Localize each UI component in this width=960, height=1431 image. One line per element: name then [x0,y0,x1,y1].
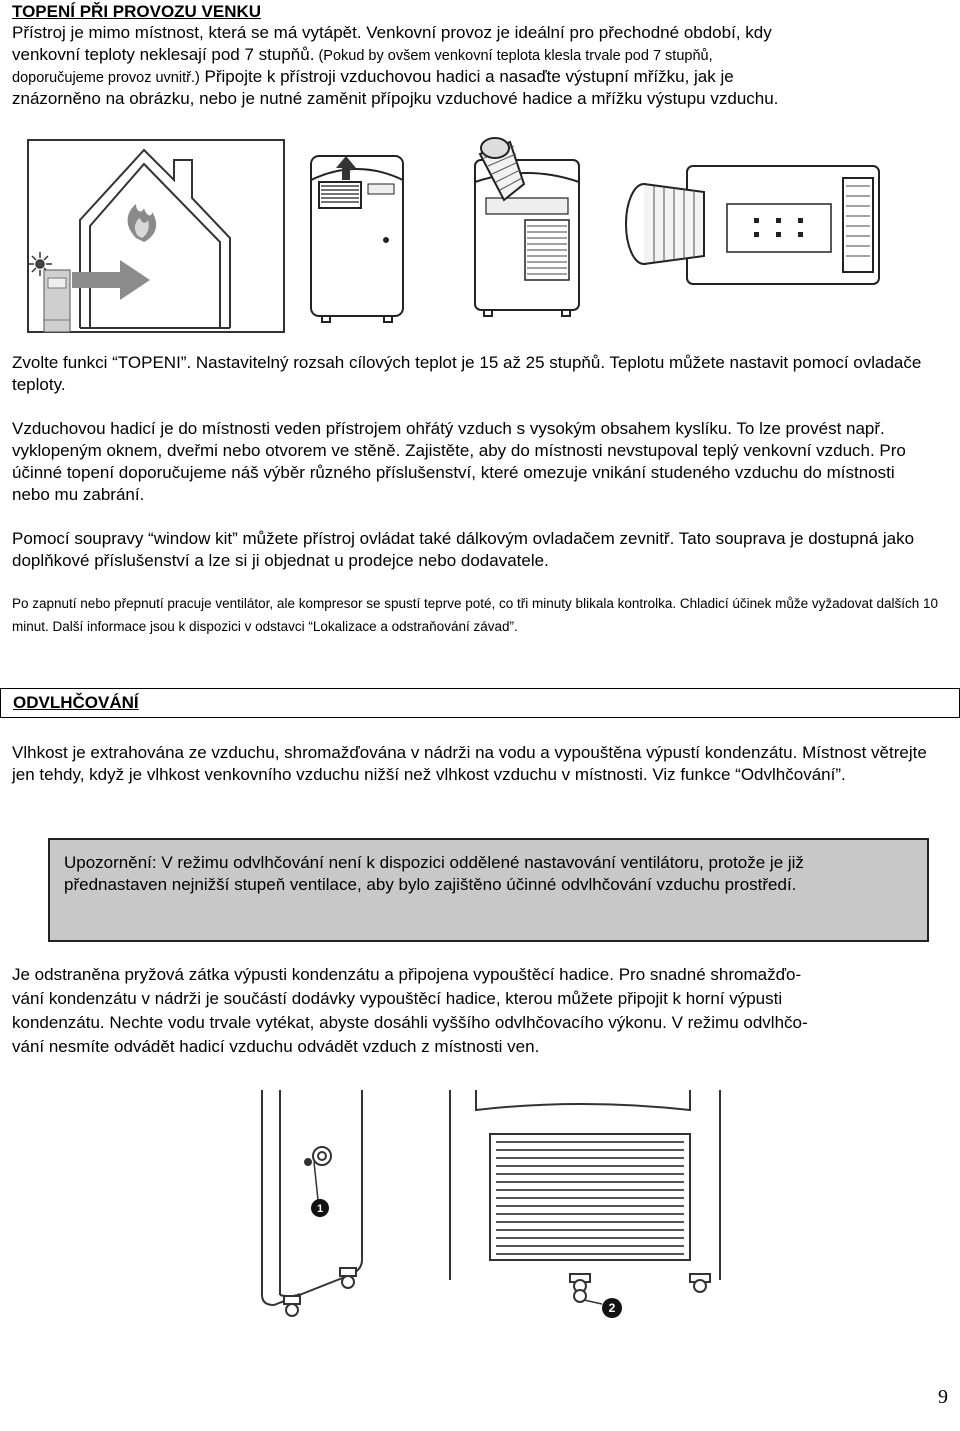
outdoor-unit-small [44,270,70,332]
leader-2 [584,1300,602,1304]
flame-icon [128,204,157,242]
page-number: 9 [938,1386,948,1408]
intro-line-1: Přístroj je mimo místnost, která se má vytápět. Venkovní provoz je ideální pro přechodné období, kdy [12,23,772,42]
figure-heating-diagrams [24,120,904,335]
figure-drain-svg [240,1090,760,1330]
wheels-right [570,1274,710,1292]
para-air-hose: Vzduchovou hadicí je do místnosti veden přístrojem ohřátý vzduch s vysokým obsahem kyslíku. To lze provést např. vyklopeným oknem, dveřmi nebo otvorem ve stěně. Zajistěte, aby do místnosti nevstupoval teplý venkovní vzduch. Pro účinné topení doporučujeme náš výběr různého příslušenství, které omezuje vnikání studeného vzduchu do místnosti nebo mu zabrání. [12,419,906,504]
para-window-kit: Pomocí soupravy “window kit” můžete přístroj ovládat také dálkovým ovladačem zevnitř. Tato souprava je dostupná jako doplňkové příslušenství a lze si ji objednat u prodejce nebo dodavatele. [12,529,915,570]
intro-line-4: znázorněno na obrázku, nebo je nutné zaměnit přípojku vzduchové hadice a mřížku výstupu vzduchu. [12,89,779,108]
figure-svg [24,120,904,335]
para-compressor-delay: Po zapnutí nebo přepnutí pracuje ventilátor, ale kompresor se spustí teprve poté, co tři minuty blikala kontrolka. Chladicí účinek může vyžadovat dalších 10 minut. Další informace jsou k dispozici v odstavci “Lokalizace a odstraňování závad”. [12,596,938,634]
drain-line-2: vání kondenzátu v nádrži je součástí dodávky vypouštěcí hadice, kterou můžete připojit k horní výpusti [12,989,783,1008]
notice-box [48,838,929,942]
marker-2-icon [602,1298,622,1318]
heading-box-dehumidify [0,688,960,718]
intro-line-3-a: doporučujeme provoz uvnitř.) [12,70,200,86]
drain-line-4: vání nesmíte odvádět hadicí vzduchu odvádět vzduch z místnosti ven. [12,1037,540,1056]
leader-1 [314,1162,318,1200]
para-select-heating: Zvolte funkci “TOPENI”. Nastavitelný rozsah cílových teplot je 15 až 25 stupňů. Teplotu můžete nastavit pomocí ovladače teploty. [12,353,922,394]
drain-outlet-upper [305,1147,331,1165]
unit-with-hose [475,138,579,316]
para-dehumidify-intro: Vlhkost je extrahována ze vzduchu, shromažďována v nádrži na vodu a vypouštěna výpustí kondenzátu. Místnost větrejte jen tehdy, když je vlhkost venkovního vzduchu nižší než vlhkost vzduchu v místnosti. Viz funkce “Odvlhčování”. [12,743,927,784]
grille-slats [496,1142,684,1254]
drain-line-3: kondenzátu. Nechte vodu trvale vytékat, abyste dosáhli vyššího odvlhčovacího výkonu. V režimu odvlhčo- [12,1013,808,1032]
heading-dehumidify: ODVLHČOVÁNÍ [13,693,139,712]
heading-heating-outdoor: TOPENÍ PŘI PROVOZU VENKU [12,2,262,21]
unit-top-view [626,166,879,284]
intro-line-3 [12,66,952,88]
intro-line-3-b: Připojte k přístroji vzduchovou hadici a nasaďte výstupní mřížku, jak je [199,67,734,86]
unit-front-with-arrow [311,156,403,322]
figure-drain-outlets [240,1090,760,1330]
drain-line-1: Je odstraněna pryžová zátka výpusti kondenzátu a připojena vypouštěcí hadice. Pro snadné shromažďo- [12,965,802,984]
para-drain [12,964,952,1058]
intro-line-2 [12,44,952,66]
notice-text: Upozornění: V režimu odvlhčování není k dispozici oddělené nastavování ventilátoru, protože je již přednastaven nejnižší stupeň ventilace, aby bylo zajištěno účinné odvlhčování vzduchu prostředí. [64,853,804,894]
intro-line-2-b: (Pokud by ovšem venkovní teplota klesla trvale pod 7 stupňů, [314,48,713,64]
marker-1-icon [311,1199,329,1217]
wheels-left [284,1268,356,1316]
arrow-right-icon [72,260,150,300]
intro-line-2-a: venkovní teploty neklesají pod 7 stupňů. [12,45,315,64]
marker-2-label: 2 [608,1301,616,1315]
marker-1-label: 1 [316,1203,324,1215]
